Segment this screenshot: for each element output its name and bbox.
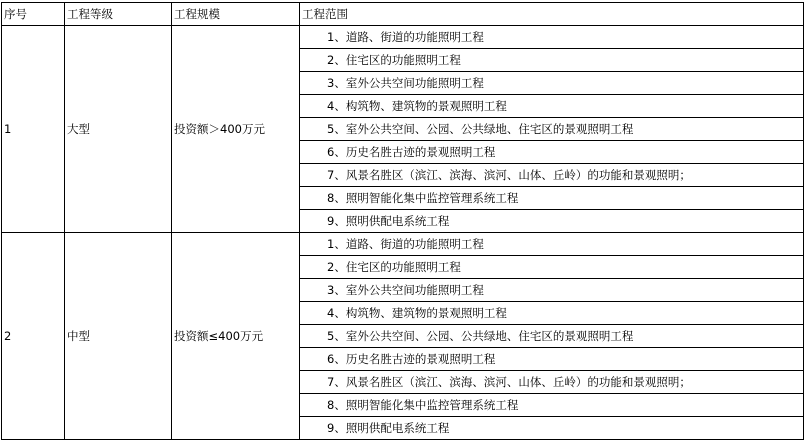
project-scope-item: 8、照明智能化集中监控管理系统工程	[300, 187, 804, 210]
project-scope-item: 1、道路、街道的功能照明工程	[300, 233, 804, 256]
project-scope-item: 3、室外公共空间功能照明工程	[300, 279, 804, 302]
project-scope-item: 9、照明供配电系统工程	[300, 210, 804, 233]
project-scope-item: 4、构筑物、建筑物的景观照明工程	[300, 95, 804, 118]
project-scope-item: 9、照明供配电系统工程	[300, 417, 804, 440]
header-scale: 工程规模	[172, 3, 300, 26]
project-scope-item: 5、室外公共空间、公园、公共绿地、住宅区的景观照明工程	[300, 325, 804, 348]
lighting-project-table	[1, 2, 804, 440]
project-scope-item: 5、室外公共空间、公园、公共绿地、住宅区的景观照明工程	[300, 118, 804, 141]
project-grade-cell: 大型	[65, 26, 172, 233]
table-row	[2, 26, 804, 49]
project-scope-item: 2、住宅区的功能照明工程	[300, 49, 804, 72]
table-header-row	[2, 3, 804, 26]
project-scope-item: 8、照明智能化集中监控管理系统工程	[300, 394, 804, 417]
project-scope-item: 7、风景名胜区（滨江、滨海、滨河、山体、丘岭）的功能和景观照明；	[300, 164, 804, 187]
project-scope-item: 1、道路、街道的功能照明工程	[300, 26, 804, 49]
header-scope: 工程范围	[300, 3, 804, 26]
project-scope-item: 6、历史名胜古迹的景观照明工程	[300, 141, 804, 164]
project-scale-cell: 投资额＞400万元	[172, 26, 300, 233]
row-number-cell: 2	[2, 233, 65, 440]
header-no: 序号	[2, 3, 65, 26]
table-row	[2, 233, 804, 256]
project-scale-cell: 投资额≤400万元	[172, 233, 300, 440]
project-scope-item: 7、风景名胜区（滨江、滨海、滨河、山体、丘岭）的功能和景观照明；	[300, 371, 804, 394]
project-scope-item: 2、住宅区的功能照明工程	[300, 256, 804, 279]
row-number-cell: 1	[2, 26, 65, 233]
project-grade-cell: 中型	[65, 233, 172, 440]
header-grade: 工程等级	[65, 3, 172, 26]
project-scope-item: 4、构筑物、建筑物的景观照明工程	[300, 302, 804, 325]
table-body	[2, 3, 804, 440]
project-scope-item: 6、历史名胜古迹的景观照明工程	[300, 348, 804, 371]
project-scope-item: 3、室外公共空间功能照明工程	[300, 72, 804, 95]
